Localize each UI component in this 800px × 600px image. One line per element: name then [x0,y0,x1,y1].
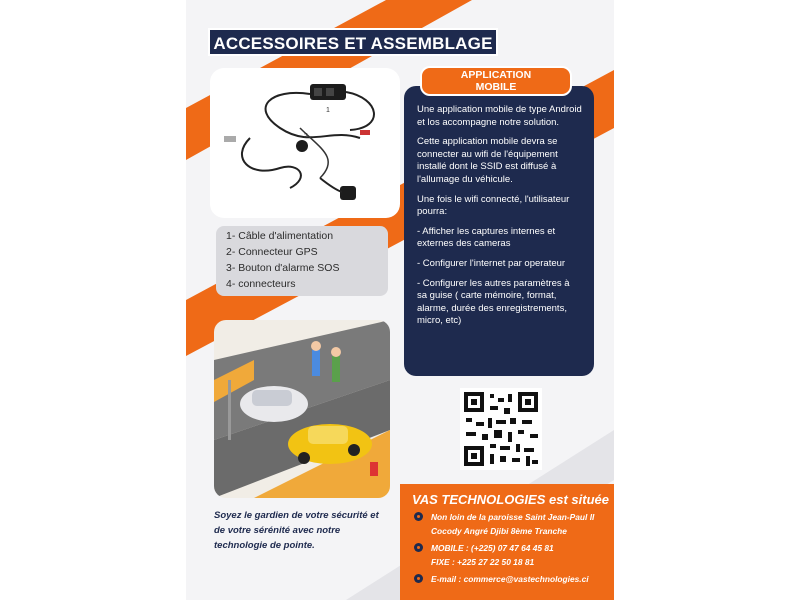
contact-title: VAS TECHNOLOGIES est située [412,492,609,507]
email-row [400,572,614,586]
phone-icon [414,543,423,552]
app-paragraph: Une fois le wifi connecté, l'utilisateur pourra: [417,193,570,218]
legend-item: 1- Câble d'alimentation [226,230,334,242]
cable-kit-illustration [210,68,400,218]
car-crash-scene [214,320,390,498]
app-description-panel [404,86,594,376]
legend-item: 2- Connecteur GPS [226,246,318,258]
qr-code-icon [460,388,542,470]
app-title-line1: APPLICATION [460,69,532,81]
qr-code [460,388,542,470]
email-address[interactable]: E-mail : commerce@vastechnologies.ci [431,574,589,584]
accessories-legend [216,226,388,296]
app-paragraph: Une application mobile de type Android et los accompagne notre solution. [417,104,582,128]
accident-illustration [214,320,390,498]
flyer-page [186,0,614,600]
app-title-line2: MOBILE [475,81,517,93]
location-icon [414,512,423,521]
page-title: ACCESSOIRES ET ASSEMBLAGE [208,28,498,56]
tagline: Soyez le gardien de votre sécurité et de votre sérénité avec notre technologie de pointe. [214,510,379,551]
mobile-number: MOBILE : (+225) 07 47 64 45 81 [431,543,554,553]
fixed-number: FIXE : +225 27 22 50 18 81 [431,557,535,567]
address-row [400,510,614,538]
address-line: Cocody Angré Djibi 8ème Tranche [431,526,567,536]
address-line: Non loin de la paroisse Saint Jean-Paul II [431,512,595,522]
contact-panel [400,484,614,600]
app-paragraph: - Afficher les captures internes et externes des cameras [417,225,556,250]
svg-text:2: 2 [304,133,308,140]
app-paragraph: - Configurer l'internet par operateur [417,257,566,269]
phone-row [400,541,614,569]
cables-photo [210,68,400,218]
app-paragraph: - Configurer les autres paramètres à sa guise ( carte mémoire, format, alarme, durée des enregistrements, micro, etc) [417,277,570,327]
app-title-badge [420,66,572,96]
legend-item: 4- connecteurs [226,278,296,290]
app-paragraph: Cette application mobile devra se connecter au wifi de l'équipement installé dont le SSID est diffusé à l'allumage du véhicule. [417,136,558,185]
email-icon [414,574,423,583]
svg-text:1: 1 [326,107,330,114]
legend-item: 3- Bouton d'alarme SOS [226,262,340,274]
